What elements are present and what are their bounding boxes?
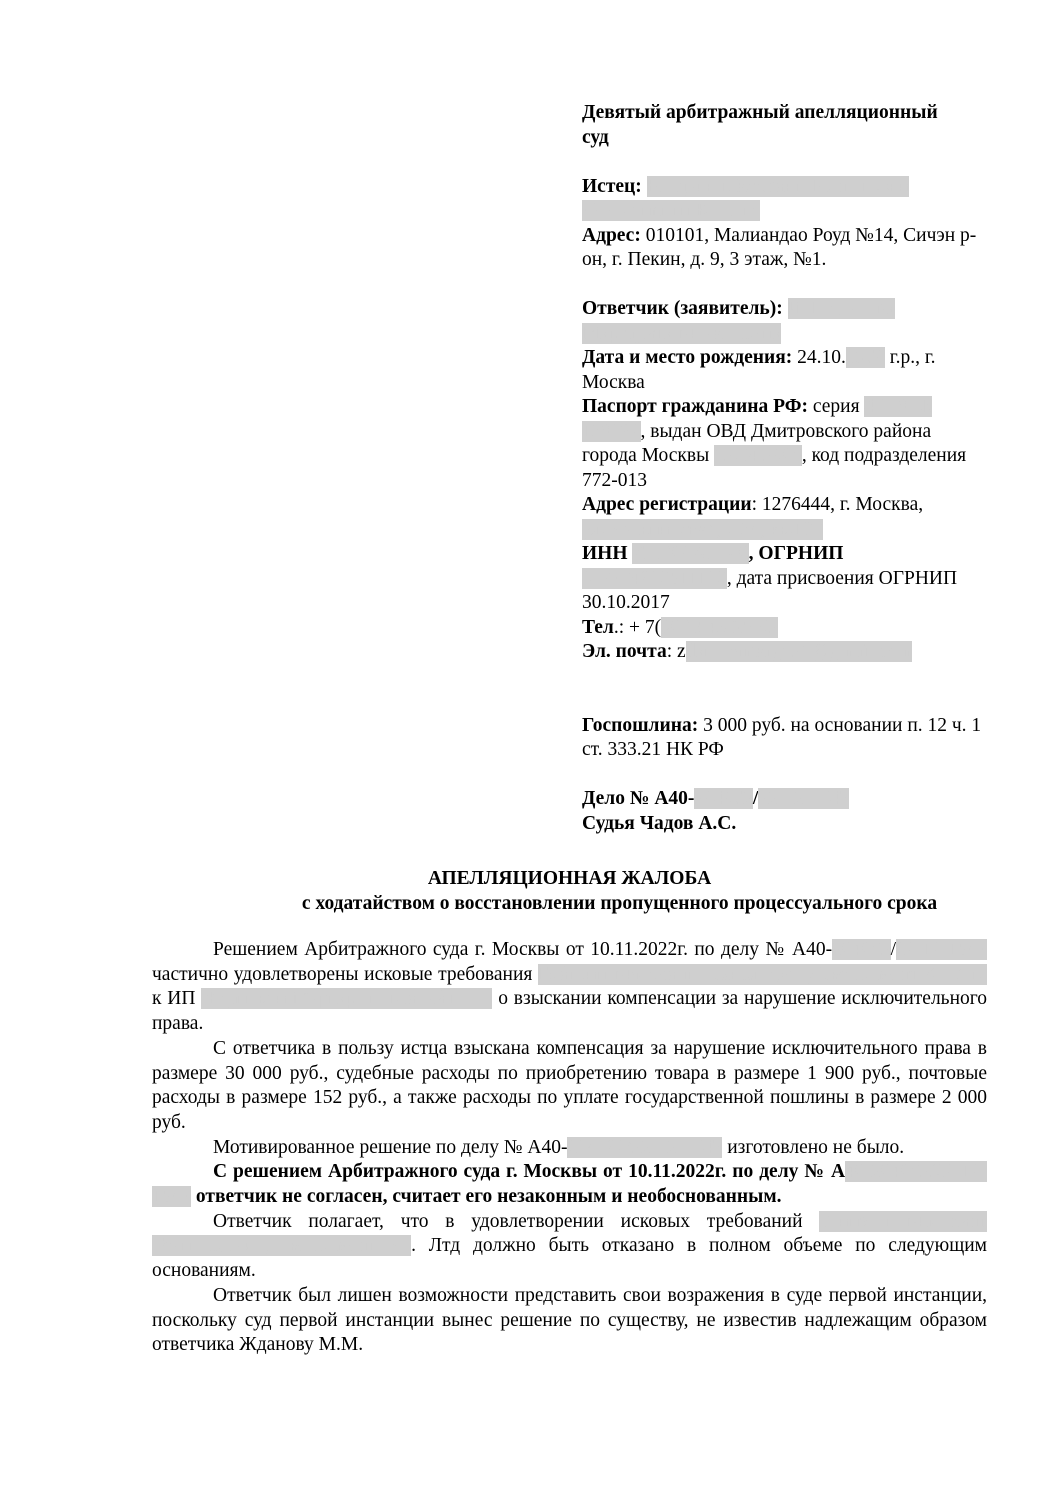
redacted-passport-date: 12.04.2006 — [714, 445, 802, 466]
redacted-case: 40-204062/22-12-1547 — [152, 1161, 987, 1208]
redacted-defendant-name: ИП Жданова Маргарита Михайловна — [582, 298, 895, 344]
redacted-case-part1: 204062 — [694, 788, 753, 809]
paragraph-1: Решением Арбитражного суда г. Москвы от 10.11.2022г. по делу № А40-204062/22-12-1547 частично удовлетворены исковые требования Бэйцзин Масскинг Технолоджи Девелопмент Ко. Лтд к ИП Ждановой Маргарите Михайловне о взыскании компенсации за нарушение исключительного права. — [152, 939, 988, 1035]
case-number: Дело № А40-204062/22-12-1547 — [582, 788, 850, 809]
registration-line: Адрес регистрации: 1276444, г. Москва, ул. Кульнинская, д.34, кв.197 — [582, 494, 924, 540]
redacted-case: 204062/22-12-1547 — [567, 1136, 723, 1158]
plaintiff-address: Адрес: 010101, Малиандао Роуд №14, Сичэн р-он, г. Пекин, д. 9, 3 этаж, №1. — [582, 224, 977, 270]
redacted-plaintiff: Бэйцзин Масскинг Технолоджи Девелопмент Ко — [152, 1210, 987, 1257]
court-name: Девятый арбитражный апелляционный суд — [582, 102, 938, 148]
redacted-street: ул. Кульнинская, д.34, кв.197 — [582, 518, 823, 540]
paragraph-5: Ответчик полагает, что в удовлетворении исковых требований Бэйцзин Масскинг Технолоджи Девелопмент Ко. Лтд должно быть отказано в полном объеме по следующим основаниям. — [152, 1210, 988, 1282]
redacted-case-part2: 22-12-1547 — [758, 788, 850, 809]
paragraph-4: С решением Арбитражного суда г. Москвы от 10.11.2022г. по делу № А40-204062/22-12-1547 ответчик не согласен, считает его незаконным и необоснованным. — [152, 1161, 987, 1208]
redacted-passport-number: 45 08 № 138092 — [582, 396, 932, 442]
redacted-ogrnip: 317774600511100 — [582, 567, 727, 589]
title-line1: АПЕЛЛЯЦИОННАЯ ЖАЛОБА — [427, 868, 712, 889]
redacted-phone: 903)548-25-52 — [661, 616, 779, 638]
birth-line: Дата и место рождения: 24.10.1960 г.р., г. Москва — [582, 347, 936, 393]
phone-line: Тел.: + 7(903)548-25-52 — [582, 616, 779, 638]
defendant-line: Ответчик (заявитель): ИП Жданова Маргарита Михайловна — [582, 298, 895, 344]
inn-line: ИНН 771300781180, ОГРНИП 317774600511100, дата присвоения ОГРНИП 30.10.2017 — [582, 543, 958, 613]
passport-line: Паспорт гражданина РФ: серия 45 08 № 138092, выдан ОВД Дмитровского района города Москвы 12.04.2006, код подразделения 772-013 — [582, 396, 967, 491]
fee-line: Госпошлина: 3 000 руб. на основании п. 12 ч. 1 ст. 333.21 НК РФ — [582, 714, 982, 760]
addressee-block — [582, 101, 987, 836]
document-body — [152, 938, 987, 1358]
redacted-defendant: Ждановой Маргарите Михайловне — [201, 988, 493, 1010]
redacted-email: danovamargo21@gmail.com — [685, 641, 912, 662]
redacted-birth-year: 1960 — [845, 347, 885, 368]
judge-name: Судья Чадов А.С. — [582, 812, 737, 834]
paragraph-6: Ответчик был лишен возможности представить свои возражения в суде первой инстанции, поскольку суд первой инстанции вынес решение по существу, не известив надлежащим образом ответчика Жданову М.М. — [152, 1284, 987, 1356]
redacted-plaintiff: Бэйцзин Масскинг Технолоджи Девелопмент Ко. Лтд — [538, 963, 987, 985]
redacted-case: 204062 — [832, 939, 891, 960]
title-line2: с ходатайством о восстановлении пропущенного процессуального срока — [301, 893, 938, 914]
redacted-inn: 771300781180 — [632, 543, 749, 564]
redacted-case: 22-12-1547 — [896, 939, 987, 960]
redacted-plaintiff-name: Бэйцзин Масскинг Технолоджи Девелопмент Ко. Лтд — [582, 175, 910, 221]
paragraph-2: С ответчика в пользу истца взыскана компенсация за нарушение исключительного права в размере 30 000 руб., судебные расходы по приобретению товара в размере 1 900 руб., почтовые расходы в размере 152 руб., а также расходы по уплате государственной пошлины в размере 2 000 руб. — [152, 1037, 987, 1133]
email-line: Эл. почта: zdanovamargo21@gmail.com — [582, 641, 912, 662]
plaintiff-line: Истец: Бэйцзин Масскинг Технолоджи Девелопмент Ко. Лтд — [582, 175, 910, 221]
paragraph-3: Мотивированное решение по делу № А40-204062/22-12-1547 изготовлено не было. — [213, 1136, 905, 1158]
document-title — [152, 866, 987, 916]
